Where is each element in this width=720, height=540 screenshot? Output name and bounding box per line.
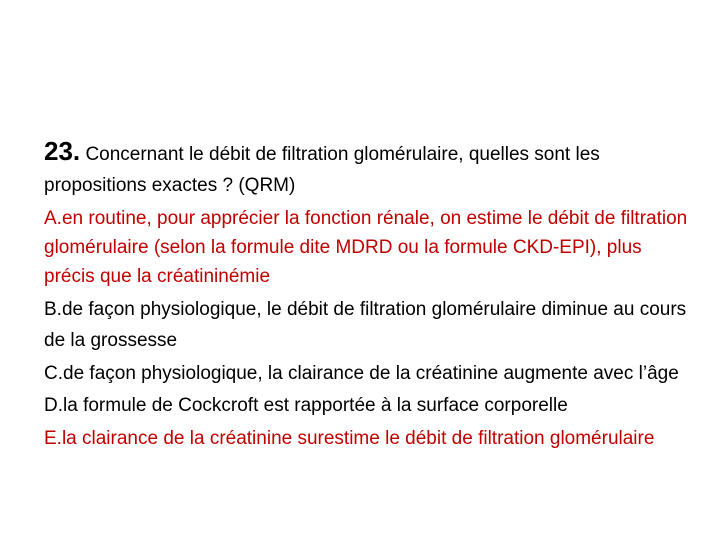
question-text [44, 136, 684, 201]
option-b: B.de façon physiologique, le débit de filtration glomérulaire diminue au cours de la grossesse [44, 299, 687, 351]
question-number: 23. [44, 136, 81, 166]
option-c: C.de façon physiologique, la clairance de la créatinine augmente avec l’âge [44, 363, 679, 384]
option-d: D.la formule de Cockcroft est rapportée à la surface corporelle [44, 395, 568, 416]
options-list [44, 204, 694, 455]
option-a: A.en routine, pour apprécier la fonction rénale, on estime le débit de filtration glomérulaire (selon la formule dite MDRD ou la formule CKD-EPI), plus précis que la créatininémie [44, 208, 688, 287]
question-body: Concernant le débit de filtration glomérulaire, quelles sont les propositions exactes ? (QRM) [44, 144, 600, 196]
option-e: E.la clairance de la créatinine surestime le débit de filtration glomérulaire [44, 428, 655, 449]
